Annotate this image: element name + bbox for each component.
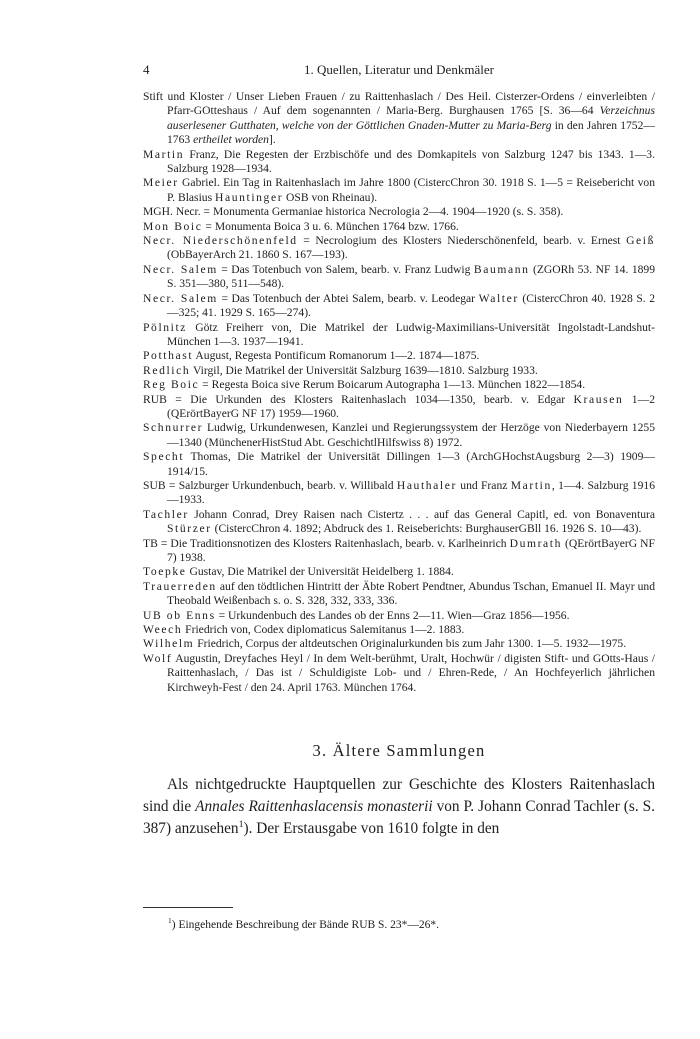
author-name: Trauerreden [143,579,217,593]
text-run: Johann Conrad, Drey Raisen nach Cistertz . . . auf das General Capitl, ed. von Bonaventura [188,507,655,521]
text-run: = Monumenta Boica 3 u. 6. München 1764 bzw. 1766. [202,219,459,233]
author-name: Meier [143,176,179,190]
text-run: SUB = Salzburger Urkundenbuch, bearb. v. Willibald [143,478,397,492]
bibliography-entry [143,479,655,508]
bibliography-entry [143,537,655,566]
text-run: Gustav, Die Matrikel der Universität Heidelberg 1. 1884. [186,565,454,579]
author-name: Tachler [143,507,189,521]
page-number: 4 [143,62,150,77]
bibliography-entry [143,565,655,579]
section-heading: 3. Ältere Sammlungen [312,741,486,760]
text-run: Virgil, Die Matrikel der Universität Salzburg 1639—1810. Salzburg 1933. [190,363,538,377]
footnote-rule [143,907,233,908]
text-run: (QErörtBayerG NF 7) 1938. [167,536,655,564]
footnote-ref: 1 [238,819,244,831]
text-run: MGH. Necr. = Monumenta Germaniae historica Necrologia 2—4. 1904—1920 (s. S. 358). [143,205,564,219]
author-name: Redlich [143,363,191,377]
bibliography-list [143,90,655,695]
text-run: RUB = Die Urkunden des Klosters Raitenhaslach 1034—1350, bearb. v. Edgar [143,392,574,406]
author-name: Hauthaler [396,478,457,492]
text-run: = Regesta Boica sive Rerum Boicarum Autographa 1—13. München 1822—1854. [199,378,586,392]
author-name: Toepke [143,565,187,579]
text-run: und Franz [456,478,511,492]
author-name: Weech [143,623,183,637]
author-name: UB ob Enns [143,608,216,622]
text-run: Gabriel. Ein Tag in Raitenhaslach im Jahre 1800 (CistercChron 30. 1918 S. 1—5 = Reisebericht von P. Blasius [167,176,655,204]
author-name: Baumann [473,262,530,276]
text-run: Als nichtgedruckte Hauptquellen zur Geschichte des Klosters Raitenhaslach sind die [143,776,655,816]
author-name: Necr. Salem [143,291,218,305]
author-name: Potthast [143,349,194,363]
bibliography-entry [143,292,655,321]
author-name: Dumrath [509,536,563,550]
footnote-text: ) Eingehende Beschreibung der Bände RUB S. 23*—26*. [171,919,440,931]
text-run: auf den tödtlichen Hintritt der Äbte Robert Pendtner, Abundus Tschan, Emanuel II. Mayr und Theobald Weißenbach s. o. S. 328, 332, 333, 336. [167,579,655,608]
author-name: Martin [143,147,185,161]
author-name: Wilhelm [143,637,195,651]
bibliography-entry [143,263,655,292]
running-head: 1. Quellen, Literatur und Denkmäler [304,62,494,77]
author-name: Stürzer [167,522,212,536]
author-name: Necr. Salem [143,262,218,276]
text-run: , 1—4. Salzburg 1916—1933. [167,478,655,507]
bibliography-entry [143,580,655,609]
author-name: Reg Boic [143,378,200,392]
bibliography-entry [143,176,655,205]
author-name: Mon Boic [143,219,203,233]
bibliography-entry [143,450,655,479]
text-run: Friedrich von, Codex diplomaticus Salemitanus 1—2. 1883. [182,623,465,637]
text-run: Thomas, Die Matrikel der Universität Dillingen 1—3 (ArchGHochstAugsburg 2—3) 1909—1914/15. [167,450,655,478]
text-run: ). Der Erstausgabe von 1610 folgte in den [243,820,500,838]
text-run: (CistercChron 4. 1892; Abdruck des 1. Reiseberichts: BurghauserGBll 16. 1926 S. 10—43). [211,522,642,536]
text-run: Stift und Kloster / Unser Lieben Frauen / zu Raittenhaslach / Des Heil. Cisterzer-Ordens / einverleibten / Pfarr-GOtteshaus / Auf dem sogenannten / Maria-Berg. Burghausen 1765 [S. 36—64 [143,90,655,118]
text-run: (ZGORh 53. NF 14. 1899 S. 351—380, 511—548). [167,262,656,291]
author-name: Martin [510,478,552,492]
author-name: Hauntinger [215,190,284,204]
text-run: = Das Totenbuch der Abtei Salem, bearb. v. Leodegar [217,291,479,305]
bibliography-entry [143,378,655,392]
bibliography-entry [143,234,655,263]
footnote-marker: 1 [168,916,172,926]
text-run: Franz, Die Regesten der Erzbischöfe und des Domkapitels von Salzburg 1247 bis 1343. 1—3. Salzburg 1928—1934. [167,147,655,176]
text-run: OSB von Rheinau). [283,190,378,204]
text-run: = Necrologium des Klosters Niederschönenfeld, bearb. v. Ernest [297,234,627,248]
text-run: (CistercChron 40. 1928 S. 2—325; 41. 1929 S. 165—274). [167,291,655,320]
author-name: Geiß [626,234,655,248]
author-name: Krausen [573,392,624,406]
author-name: Wolf [143,651,173,665]
bibliography-entry [143,220,655,234]
bibliography-entry [143,393,655,422]
bibliography-entry [143,321,655,350]
italic-title: ertheilet worden [193,133,269,147]
bibliography-entry [143,205,655,219]
bibliography-entry [143,609,655,623]
text-run: Ludwig, Urkundenwesen, Kanzlei und Regierungssystem der Herzöge von Niederbayern 1255—1340 (MünchenerHistStud Abt. GeschichtlHilfswiss 8) 1972. [167,421,655,449]
italic-title: Verzeichnus auserlesener Gutthaten, welche von der Göttlichen Gnaden-Mutter zu Maria-Berg [167,104,655,132]
text-run: Götz Freiherr von, Die Matrikel der Ludwig-Maximilians-Universität Ingolstadt-Landshut-München 1—3. 1937—1941. [167,320,655,348]
bibliography-entry [143,652,655,695]
text-run: Friedrich, Corpus der altdeutschen Originalurkunden bis zum Jahr 1300. 1—5. 1932—1975. [194,637,627,651]
text-run: ]. [268,133,276,147]
footnote [168,918,655,932]
author-name: Schnurrer [143,421,204,435]
author-name: Walter [478,291,519,305]
text-run: (ObBayerArch 21. 1860 S. 167—193). [167,248,348,262]
bibliography-entry [143,349,655,363]
bibliography-entry [143,623,655,637]
text-run: von P. Johann Conrad Tachler (s. S. 387) anzusehen [143,798,655,838]
text-run: TB = Die Traditionsnotizen des Klosters Raitenhaslach, bearb. v. Karlheinrich [143,536,510,550]
body-paragraph [143,774,655,841]
bibliography-entry [143,421,655,450]
text-run: 1—2 (QErörtBayerG NF 17) 1959—1960. [167,392,655,420]
bibliography-entry [143,364,655,378]
author-name: Pölnitz [143,320,188,334]
author-name: Necr. Niederschönenfeld [143,234,298,248]
bibliography-entry [143,148,655,177]
text-run: in den Jahren 1752—1763 [167,118,655,147]
text-run: August, Regesta Pontificum Romanorum 1—2. 1874—1875. [193,349,480,363]
bibliography-entry [143,508,655,537]
text-run: = Urkundenbuch des Landes ob der Enns 2—11. Wien—Graz 1856—1956. [215,608,570,622]
author-name: Specht [143,450,185,464]
bibliography-entry [143,637,655,651]
bibliography-entry [143,90,655,148]
text-run: Augustin, Dreyfaches Heyl / In dem Welt-berühmt, Uralt, Hochwür / digisten Stift- und GOtts-Haus / Raittenhaslach, / Das ist / Schuldigiste Lob- und / Ehren-Rede, / An Hochfeyerlich jährlichen Kirchweyh-Fest / den 24. April 1763. München 1764. [167,651,655,694]
italic-title: Annales Raittenhaslacensis monasterii [195,798,433,816]
text-run: = Das Totenbuch von Salem, bearb. v. Franz Ludwig [217,262,474,276]
